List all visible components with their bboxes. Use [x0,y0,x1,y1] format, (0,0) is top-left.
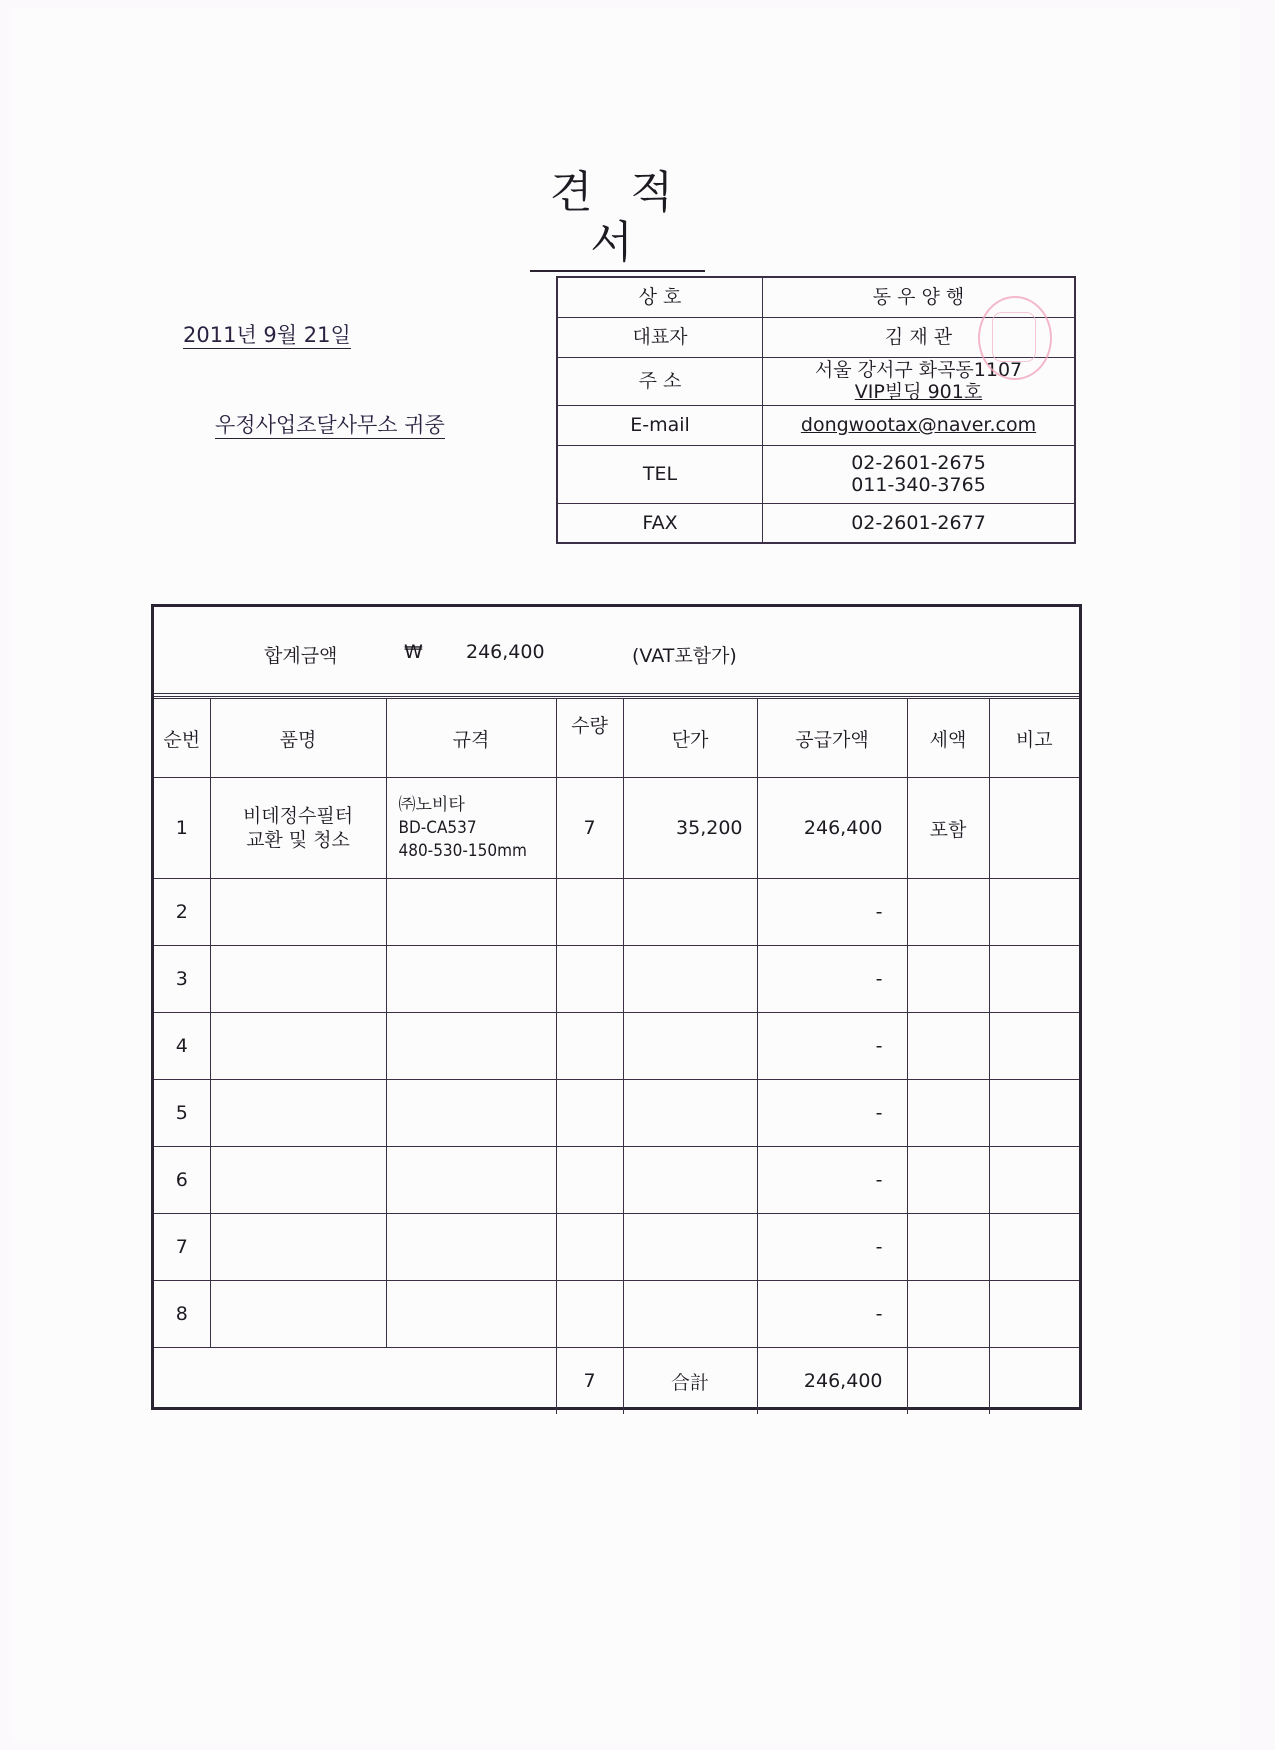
item-spec-line-1: ㈜노비타 [398,794,465,815]
item-spec [386,778,556,879]
table-row [154,946,1079,1013]
item-tax [907,1147,989,1214]
recipient: 우정사업조달사무소 귀중 [215,413,445,437]
sum-remark [989,1348,1079,1415]
company-name: 동 우 양 행 [763,277,1076,317]
item-name [210,1013,386,1080]
items-table [154,698,1079,1414]
sum-blank [154,1348,556,1415]
table-row [154,1080,1079,1147]
email-label: E-mail [557,405,763,445]
table-row [154,778,1079,879]
issue-date: 2011년 9월 21일 [183,323,351,347]
item-name-line-2: 교환 및 청소 [246,829,350,851]
item-supply: - [757,1013,907,1080]
total-amount-bar [154,607,1079,697]
header-unit-price: 단가 [623,699,757,778]
total-amount: 246,400 [466,641,545,663]
quote-table-frame [151,604,1082,1410]
item-unit-price [623,1080,757,1147]
item-remark [989,946,1079,1013]
item-spec [386,1281,556,1348]
rep-name: 김 재 관 [763,317,1076,357]
item-qty [556,1281,623,1348]
item-remark [989,879,1079,946]
item-spec [386,946,556,1013]
header-no: 순번 [154,699,210,778]
item-name [210,1214,386,1281]
tel-line-2: 011-340-3765 [851,474,986,496]
supplier-row-tel [557,445,1075,503]
row-no: 6 [154,1147,210,1214]
item-name [210,1080,386,1147]
sum-label: 合計 [623,1348,757,1415]
header-spec: 규격 [386,699,556,778]
item-tax [907,1013,989,1080]
row-no: 7 [154,1214,210,1281]
row-no: 2 [154,879,210,946]
item-tax [907,1214,989,1281]
item-remark [989,1214,1079,1281]
item-supply: 246,400 [757,778,907,879]
item-tax [907,1281,989,1348]
row-no: 8 [154,1281,210,1348]
header-row [154,699,1079,778]
email-value[interactable]: dongwootax@naver.com [763,405,1076,445]
sum-row [154,1348,1079,1415]
item-spec [386,1147,556,1214]
row-no: 4 [154,1013,210,1080]
item-name [210,879,386,946]
item-unit-price [623,1281,757,1348]
item-unit-price: 35,200 [623,778,757,879]
item-supply: - [757,1281,907,1348]
item-unit-price [623,1147,757,1214]
item-name-line-1: 비데정수필터 [242,805,354,827]
item-unit-price [623,879,757,946]
item-spec [386,1013,556,1080]
supplier-row-fax [557,503,1075,543]
item-qty [556,1147,623,1214]
company-seal-stamp [978,296,1052,380]
currency-symbol: ₩ [404,641,423,663]
sum-tax [907,1348,989,1415]
item-tax [907,946,989,1013]
sum-qty: 7 [556,1348,623,1415]
address-line-2: VIP빌딩 901호 [854,381,983,403]
row-no: 5 [154,1080,210,1147]
item-remark [989,1281,1079,1348]
item-supply: - [757,1147,907,1214]
item-supply: - [757,946,907,1013]
item-remark [989,1013,1079,1080]
document-title: 견 적 서 [530,168,705,272]
header-name: 품명 [210,699,386,778]
item-qty [556,879,623,946]
header-tax: 세액 [907,699,989,778]
table-row [154,1281,1079,1348]
item-supply: - [757,879,907,946]
item-unit-price [623,1013,757,1080]
header-remark: 비고 [989,699,1079,778]
item-name [210,946,386,1013]
tel-label: TEL [557,445,763,503]
table-row [154,1013,1079,1080]
item-qty [556,1214,623,1281]
item-spec [386,1214,556,1281]
fax-label: FAX [557,503,763,543]
company-label: 상 호 [557,277,763,317]
item-qty [556,946,623,1013]
item-unit-price [623,946,757,1013]
table-row [154,1147,1079,1214]
supplier-row-email [557,405,1075,445]
row-no: 1 [154,778,210,879]
item-tax [907,1080,989,1147]
header-qty: 수량 [556,699,623,778]
item-spec-line-3: 480-530-150mm [398,840,527,861]
tel-line-1: 02-2601-2675 [851,452,986,474]
row-no: 3 [154,946,210,1013]
item-supply: - [757,1080,907,1147]
vat-note: (VAT포함가) [632,645,737,667]
item-qty: 7 [556,778,623,879]
sum-supply: 246,400 [757,1348,907,1415]
header-supply: 공급가액 [757,699,907,778]
total-label: 합계금액 [264,645,338,667]
item-remark [989,1080,1079,1147]
item-remark [989,778,1079,879]
tel-value [763,445,1076,503]
item-name [210,1147,386,1214]
item-name [210,778,386,879]
item-unit-price [623,1214,757,1281]
fax-value: 02-2601-2677 [763,503,1076,543]
item-tax: 포함 [907,778,989,879]
table-row [154,879,1079,946]
item-supply: - [757,1214,907,1281]
item-name [210,1281,386,1348]
table-row [154,1214,1079,1281]
address-label: 주 소 [557,357,763,405]
address-line-1: 서울 강서구 화곡동1107 [814,359,1023,381]
item-remark [989,1147,1079,1214]
item-tax [907,879,989,946]
item-qty [556,1080,623,1147]
item-spec [386,879,556,946]
item-spec-line-2: BD-CA537 [398,817,477,838]
item-spec [386,1080,556,1147]
rep-label: 대표자 [557,317,763,357]
item-qty [556,1013,623,1080]
